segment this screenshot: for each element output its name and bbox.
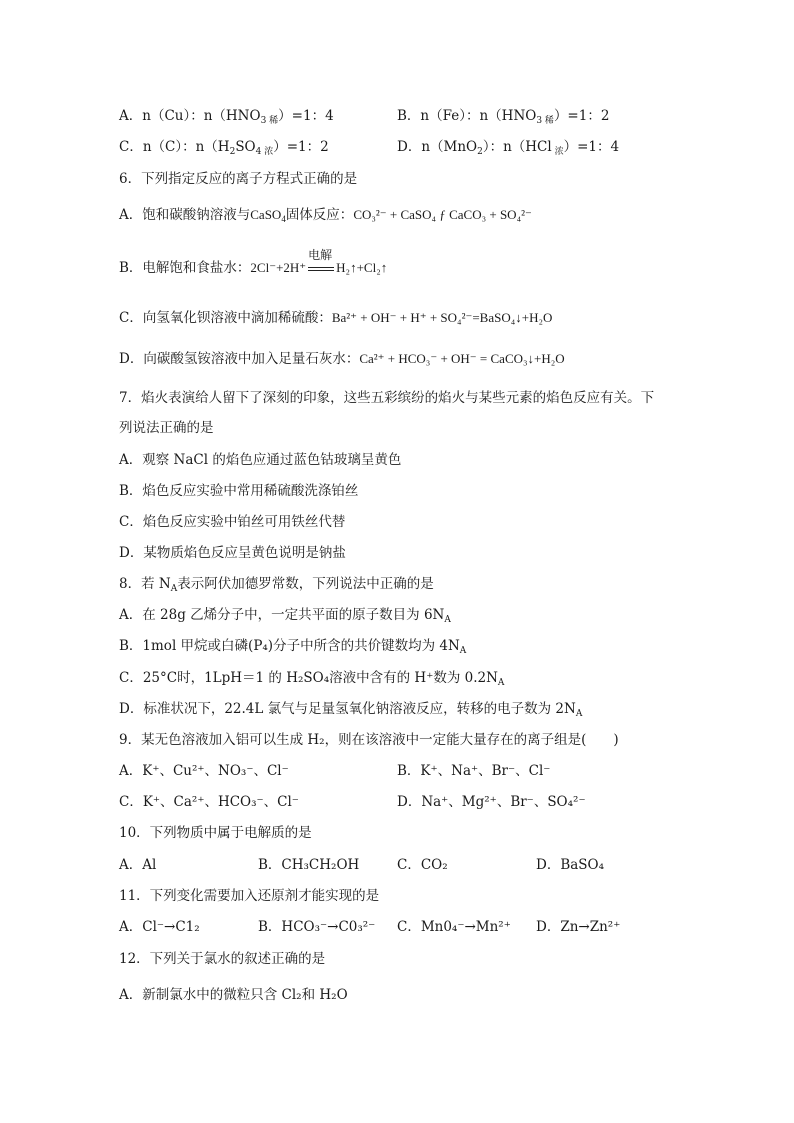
q10-option-d[interactable]: D．BaSO₄ bbox=[536, 857, 605, 873]
q11-option-c[interactable]: C．Mn0₄⁻→Mn²⁺ bbox=[397, 919, 511, 935]
q12-option-a[interactable]: A．新制氯水中的微粒只含 Cl₂和 H₂O bbox=[119, 987, 348, 1003]
q6-stem: 6．下列指定反应的离子方程式正确的是 bbox=[119, 171, 358, 187]
q10-option-b[interactable]: B．CH₃CH₂OH bbox=[258, 857, 360, 873]
q7-stem-line1: 7．焰火表演给人留下了深刻的印象，这些五彩缤纷的焰火与某些元素的焰色反应有关。下 bbox=[119, 390, 655, 406]
q10-option-c[interactable]: C．CO₂ bbox=[397, 857, 448, 873]
q6-option-b[interactable]: B．电解饱和食盐水：2Cl⁻+2H⁺ 电解 H₂↑+Cl₂↑ bbox=[119, 248, 388, 276]
q6-a-equation: CO₃²⁻ + CaSO₄ ƒ CaCO₃ + SO₄²⁻ bbox=[353, 207, 532, 222]
q7-stem-line2: 列说法正确的是 bbox=[119, 420, 214, 436]
q5-option-b[interactable]: B．n（Fe）：$n(HNO_{3 稀})=1$：2 bbox=[397, 108, 610, 126]
q9-stem: 9．某无色溶液加入铝可以生成 H₂，则在该溶液中一定能大量存在的离子组是( ) bbox=[119, 732, 619, 748]
q9-option-d[interactable]: D．Na⁺、Mg²⁺、Br⁻、SO₄²⁻ bbox=[397, 794, 586, 810]
q8-option-c[interactable]: C．25°C时，1LpH＝1 的 H₂SO₄溶液中含有的 H⁺数为 $0.2N_A$ bbox=[119, 670, 505, 688]
q8-option-a[interactable]: A．在 28g 乙烯分子中，一定共平面的原子数目为 $6N_A$ bbox=[119, 607, 451, 625]
q10-stem: 10．下列物质中属于电解质的是 bbox=[119, 825, 312, 841]
q11-option-a[interactable]: A．Cl⁻→C1₂ bbox=[119, 919, 200, 935]
q7-option-c[interactable]: C．焰色反应实验中铂丝可用铁丝代替 bbox=[119, 514, 346, 530]
q9-option-a[interactable]: A．K⁺、Cu²⁺、NO₃⁻、Cl⁻ bbox=[119, 763, 289, 779]
q5-option-a[interactable]: A．n（Cu）：$n(HNO_{3 稀})=1$：4 bbox=[119, 108, 334, 126]
q6-option-c[interactable]: C．向氢氧化钡溶液中滴加稀硫酸：Ba²⁺ + OH⁻ + H⁺ + SO₄²⁻=BaSO₄↓+H₂O bbox=[119, 310, 553, 326]
q9-option-c[interactable]: C．K⁺、Ca²⁺、HCO₃⁻、Cl⁻ bbox=[119, 794, 299, 810]
q11-stem: 11．下列变化需要加入还原剂才能实现的是 bbox=[119, 888, 380, 904]
q8-option-d[interactable]: D．标准状况下，22.4L 氯气与足量氢氧化钠溶液反应，转移的电子数为 $2N_A$ bbox=[119, 701, 583, 719]
q7-option-b[interactable]: B．焰色反应实验中常用稀硫酸洗涤铂丝 bbox=[119, 483, 359, 499]
q11-option-b[interactable]: B．HCO₃⁻→C0₃²⁻ bbox=[258, 919, 376, 935]
electrolysis-sign: 电解 bbox=[306, 260, 336, 276]
q7-option-d[interactable]: D．某物质焰色反应呈黄色说明是钠盐 bbox=[119, 545, 346, 561]
q12-stem: 12．下列关于氯水的叙述正确的是 bbox=[119, 951, 326, 967]
q8-stem: 8．若 $N_A$表示阿伏加德罗常数，下列说法中正确的是 bbox=[119, 576, 434, 594]
q6-option-d[interactable]: D．向碳酸氢铵溶液中加入足量石灰水：Ca²⁺ + HCO₃⁻ + OH⁻ = CaCO₃↓+H₂O bbox=[119, 351, 565, 367]
q8-option-b[interactable]: B．1mol 甲烷或白磷(P₄)分子中所含的共价键数均为 $4N_A$ bbox=[119, 638, 467, 656]
q5-option-d[interactable]: D．n（MnO$_2$）：n（HCl $_浓$）=1：4 bbox=[397, 139, 620, 157]
q6-option-a[interactable]: A．饱和碳酸钠溶液与CaSO$_4$固体反应：CO₃²⁻ + CaSO₄ ƒ CaCO₃ + SO₄²⁻ bbox=[119, 207, 532, 224]
q11-option-d[interactable]: D．Zn→Zn²⁺ bbox=[536, 919, 621, 935]
q5-option-c[interactable]: C．n（C）：$n(H_2SO_{4 浓})=1$：2 bbox=[119, 139, 329, 157]
q10-option-a[interactable]: A．Al bbox=[119, 857, 157, 873]
caso4-label: CaSO$_4$ bbox=[250, 207, 286, 224]
q9-option-b[interactable]: B．K⁺、Na⁺、Br⁻、Cl⁻ bbox=[397, 763, 551, 779]
q7-option-a[interactable]: A．观察 NaCl 的焰色应通过蓝色钴玻璃呈黄色 bbox=[119, 452, 402, 468]
